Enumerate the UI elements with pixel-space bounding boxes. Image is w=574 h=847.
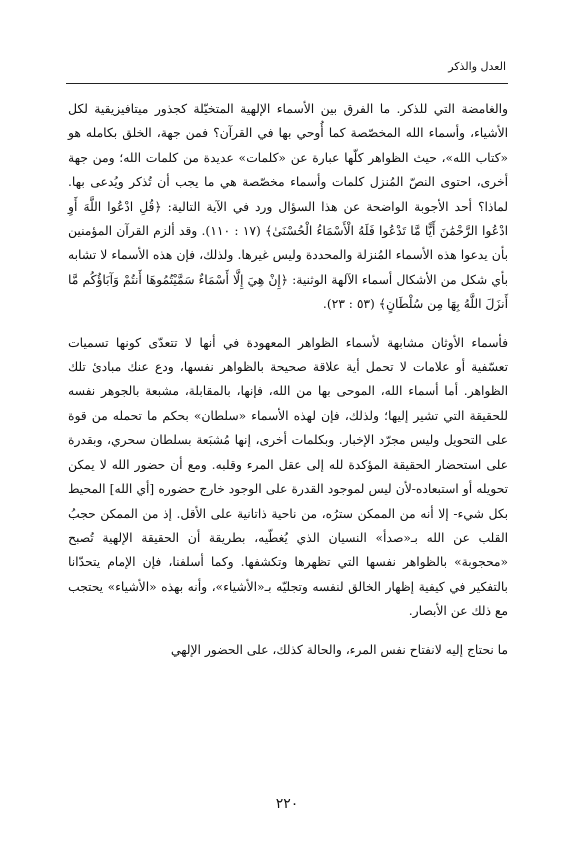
body-text xyxy=(68,97,508,662)
paragraph-1: والغامضة التي للذكر. ما الفرق بين الأسماء الإلهية المتخيّلة كجذور ميتافيزيقية لكل الأشياء، وأسماء الله المخصّصة كما أُوحي بها في القرآن؟ فمن جهة، الخلق بكامله هو «كتاب الله»، حيث الظواهر كلّها عبارة عن «كلمات» عديدة من كلمات الله؛ ومن جهة أخرى، احتوى النصّ المُنزل كلمات وأسماء مخصّصة هي ما يجب أن تُذكر ويُدعى بها. لماذا؟ أحد الأجوبة الواضحة عن هذا السؤال ورد في الآية التالية: ﴿قُلِ ادْعُوا اللَّهَ أَوِ ادْعُوا الرَّحْمَٰنَ أَيًّا مَّا تَدْعُوا فَلَهُ الْأَسْمَاءُ الْحُسْنَىٰ﴾ (١٧ : ١١٠). وقد ألزم القرآن المؤمنين بأن يدعوا هذه الأسماء المُنزلة والمحددة وليس غيرها. ولذلك، فإن هذه الأسماء لا تشابه بأي شكل من الأشكال أسماء الآلهة الوثنية: ﴿إِنْ هِيَ إِلَّا أَسْمَاءٌ سَمَّيْتُمُوهَا أَنتُمْ وَآبَاؤُكُم مَّا أَنزَلَ اللَّهُ بِهَا مِن سُلْطَانٍ﴾ (٥٣ : ٢٣). xyxy=(68,102,508,312)
paragraph-2: فأسماء الأوثان مشابهة لأسماء الظواهر المعهودة في أنها لا تتعدّى كونها تسميات تعسّفية أو علامات لا تحمل أية علاقة صحيحة بالظواهر نفسها، ودع عنك مبادئ تلك الظواهر. أما أسماء الله، الموحى بها من الله، فإنها، بالمقابلة، مشبعة بالجوهر نفسه للحقيقة التي تشير إليها؛ ولذلك، فإن لهذه الأسماء «سلطان» بحكم ما تحمله من قوة على التحويل وليس مجرّد الإخبار. وبكلمات أخرى، إنها مُشبَعة بسلطان سحري، وبقدرة على استحضار الحقيقة المؤكدة لله إلى عقل المرء وقلبه. ومع أن حضور الله لا يمكن تحويله أو استبعاده-لأن ليس لموجود القدرة على الوجود خارج حضوره [أي الله] المحيط بكل شيء- إلا أنه من الممكن سترُه، من ناحية ذاتانية على الأقل. إذ من الممكن حجبُ القلب عن الله بـ«صدأ» النسيان الذي يُغطّيه، بطريقة أن الحقيقة الإلهية تُصبح «محجوبة» بالظواهر نفسها التي تظهرها وتكشفها. وكما أسلفنا، فإن الإمام يتحدّانا بالتفكير في كيفية إظهار الخالق لنفسه وتجليّه بـ«الأشياء»، وأنه بهذه «الأشياء» يحتجب مع ذلك عن الأبصار. xyxy=(68,335,508,619)
running-head: العدل والذكر xyxy=(448,60,506,73)
header-rule xyxy=(66,83,508,84)
paragraph-3: ما نحتاج إليه لانفتاح نفس المرء، والحالة كذلك، على الحضور الإلهي xyxy=(170,642,508,657)
page-number: ٢٢٠ xyxy=(275,796,299,812)
